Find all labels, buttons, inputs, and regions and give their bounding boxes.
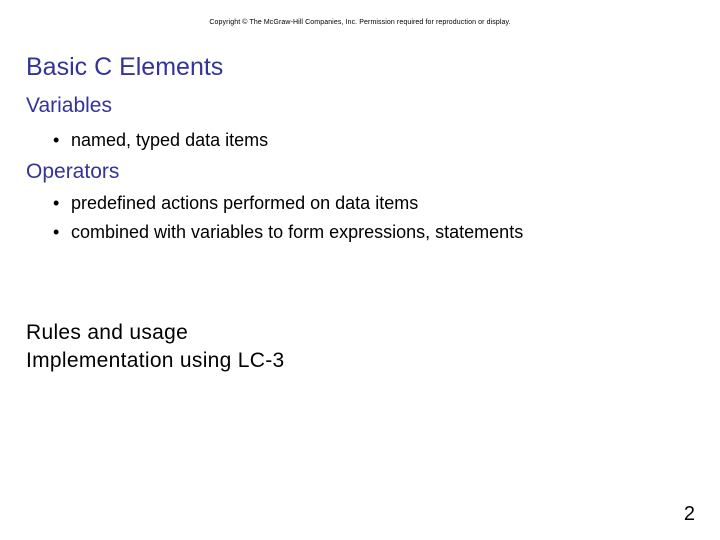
section-heading-operators: Operators: [26, 160, 120, 183]
bullet-icon: •: [53, 130, 60, 150]
bullet-text: predefined actions performed on data items: [71, 193, 419, 213]
page-number: 2: [683, 503, 695, 525]
bullet-icon: •: [53, 193, 60, 213]
bullet-text: combined with variables to form expressions, statements: [71, 222, 524, 242]
slide-title: Basic C Elements: [26, 53, 224, 81]
bullet-item: [53, 222, 523, 243]
implementation-line: Implementation using LC-3: [26, 349, 285, 372]
bullet-text: named, typed data items: [71, 130, 269, 150]
bullet-item: [53, 193, 418, 214]
copyright-notice: Copyright © The McGraw-Hill Companies, Inc. Permission required for reproduction or display.: [209, 19, 511, 26]
bullet-item: [53, 130, 268, 151]
section-heading-variables: Variables: [26, 94, 112, 117]
bullet-icon: •: [53, 222, 60, 242]
rules-line: Rules and usage: [26, 321, 189, 344]
